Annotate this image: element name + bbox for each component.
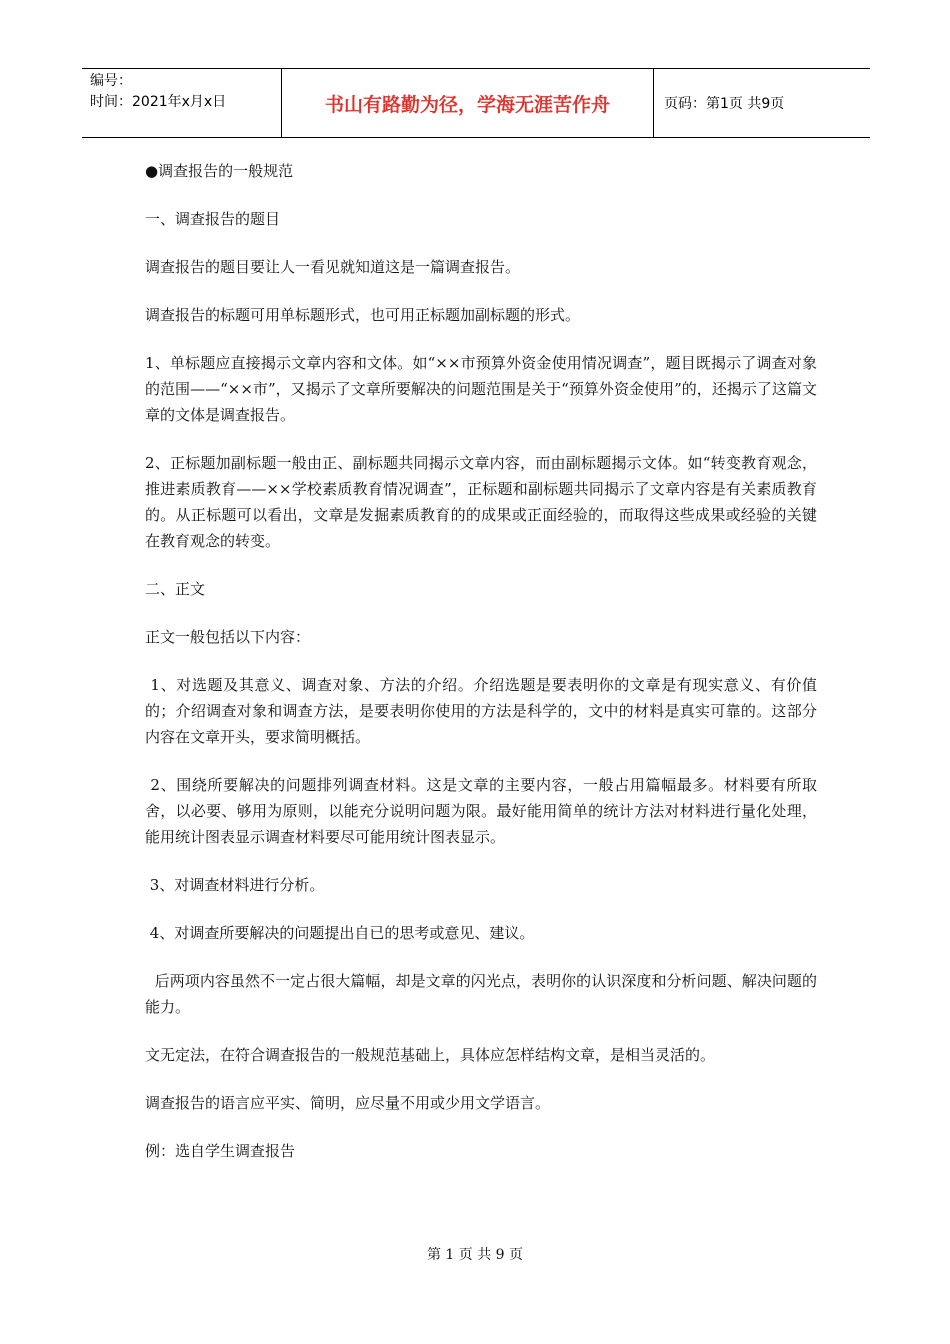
section-heading-title: 一、调查报告的题目 xyxy=(145,210,281,228)
header-page-info: 页码：第1页 共9页 xyxy=(664,96,785,112)
number-label: 编号： xyxy=(90,73,132,89)
section-heading-body: 二、正文 xyxy=(145,580,206,598)
header-meta xyxy=(82,69,282,137)
paragraph: 1、单标题应直接揭示文章内容和文体。如“××市预算外资金使用情况调查”，题目既揭示了调查对象的范围——“××市”，又揭示了文章所要解决的问题范围是关于“预算外资金使用”的，还揭示了这篇文章的文体是调查报告。 xyxy=(145,354,817,424)
time-label: 时间：2021年x月x日 xyxy=(90,94,227,110)
paragraph: 调查报告的标题可用单标题形式，也可用正标题加副标题的形式。 xyxy=(145,306,581,324)
document-body xyxy=(145,158,817,1186)
paragraph: 后两项内容虽然不一定占很大篇幅，却是文章的闪光点，表明你的认识深度和分析问题、解决问题的能力。 xyxy=(145,972,817,1016)
paragraph: 例：选自学生调查报告 xyxy=(145,1142,296,1160)
section-bullet-title: ●调查报告的一般规范 xyxy=(145,162,294,180)
paragraph: 1、对选题及其意义、调查对象、方法的介绍。介绍选题是要表明你的文章是有现实意义、有价值的；介绍调查对象和调查方法，是要表明你使用的方法是科学的，文中的材料是真实可靠的。这部分内容在文章开头，要求简明概括。 xyxy=(145,676,817,746)
header-slogan: 书山有路勤为径，学海无涯苦作舟 xyxy=(282,69,654,137)
paragraph: 3、对调查材料进行分析。 xyxy=(145,876,325,894)
paragraph: 调查报告的题目要让人一看见就知道这是一篇调查报告。 xyxy=(145,258,521,276)
paragraph: 2、围绕所要解决的问题排列调查材料。这是文章的主要内容，一般占用篇幅最多。材料要有所取舍，以必要、够用为原则，以能充分说明问题为限。最好能用简单的统计方法对材料进行量化处理，能用统计图表显示调查材料要尽可能用统计图表显示。 xyxy=(145,776,817,846)
paragraph: 文无定法，在符合调查报告的一般规范基础上，具体应怎样结构文章，是相当灵活的。 xyxy=(145,1046,716,1064)
page-header xyxy=(82,68,870,138)
paragraph: 调查报告的语言应平实、简明，应尽量不用或少用文学语言。 xyxy=(145,1094,551,1112)
page-footer: 第 1 页 共 9 页 xyxy=(426,1247,524,1263)
paragraph: 2、正标题加副标题一般由正、副标题共同揭示文章内容，而由副标题揭示文体。如“转变教育观念，推进素质教育——××学校素质教育情况调查”，正标题和副标题共同揭示了文章内容是有关素质教育的。从正标题可以看出，文章是发掘素质教育的的成果或正面经验的，而取得这些成果或经验的关键在教育观念的转变。 xyxy=(145,454,817,550)
paragraph: 4、对调查所要解决的问题提出自已的思考或意见、建议。 xyxy=(145,924,535,942)
paragraph: 正文一般包括以下内容： xyxy=(145,628,311,646)
